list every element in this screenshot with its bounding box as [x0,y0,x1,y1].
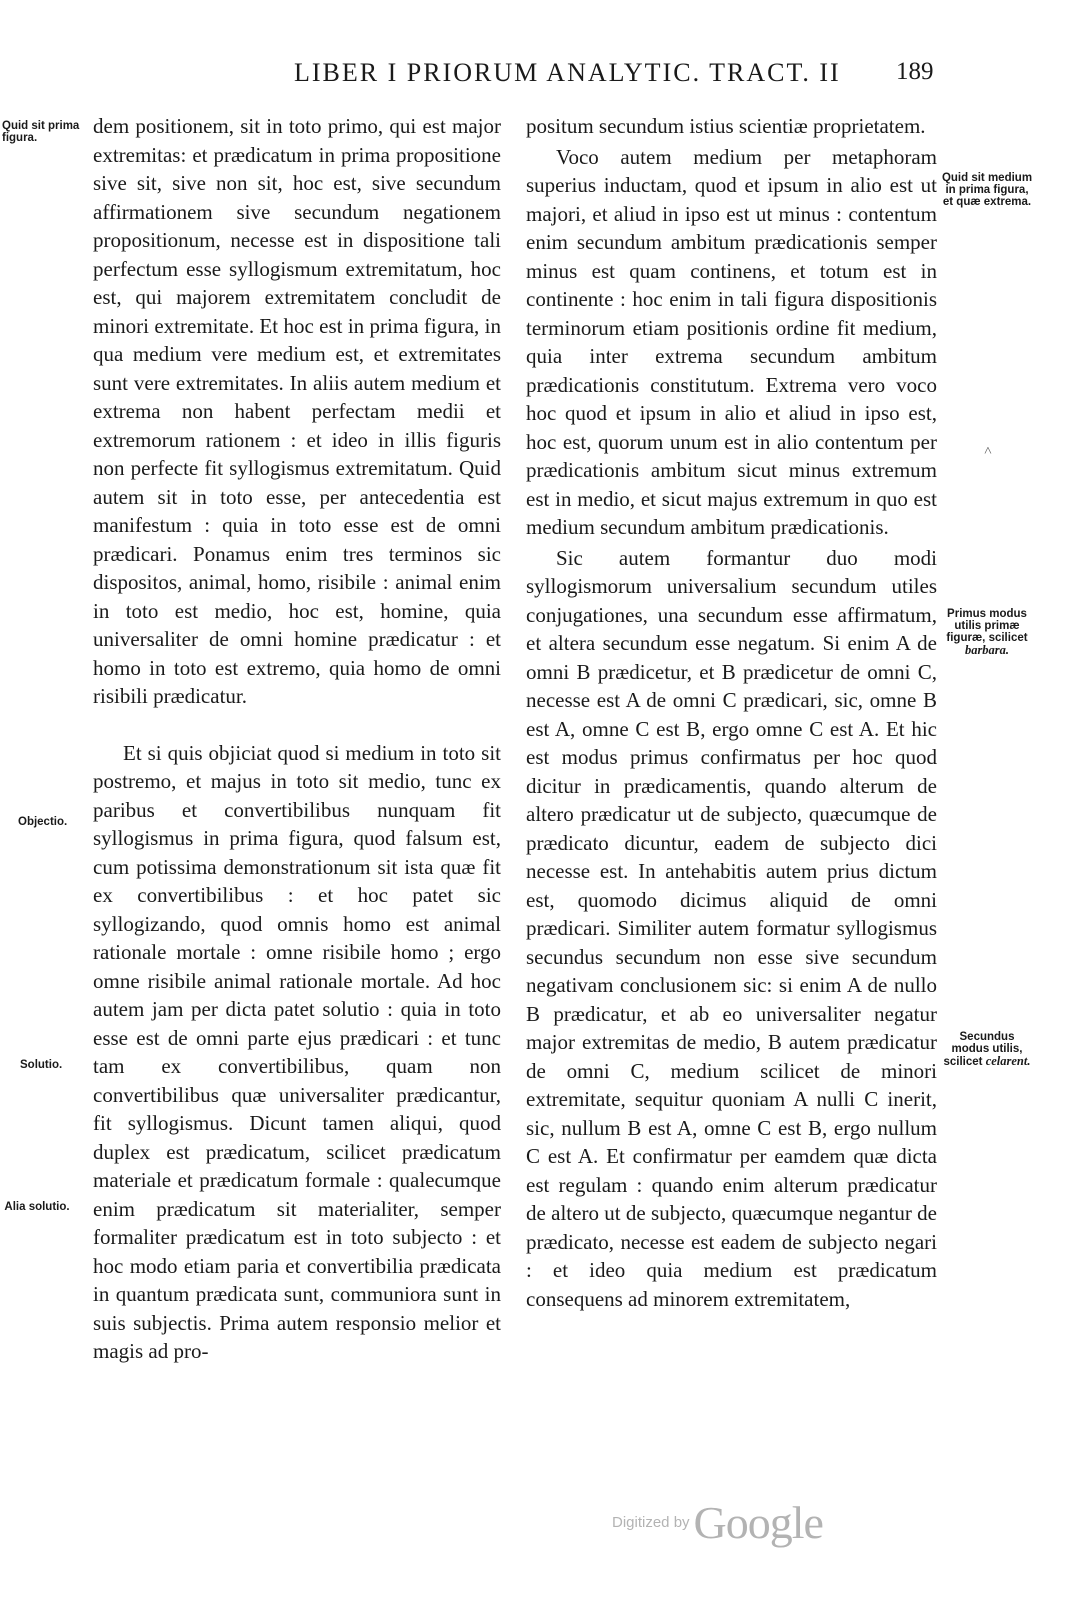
margin-note-alia-solutio: Alia solutio. [4,1201,70,1213]
google-logo: Google [693,1497,823,1548]
right-paragraph-3: Sic autem formantur duo modi syllogismorum universalium secundum utiles conjugationes, una secundum esse affirmatum, et altera secundum esse negatum. Si enim A de omni B prædicetur, et B prædicetur de omni C, necesse est A de omni C prædicari, sic, omne B est A, omne C est B, ergo omne C est A. Et hic est modus primus confirmatus per hoc quod dicitur in prædicamentis, quando alterum de altero prædicatur ut de subjecto, quæcumque de prædicato dicuntur, eadem de subjecto dici necesse est. In antehabitis autem prius dictum est, quomodo dicimus aliquid de omni prædicari. Similiter autem formatur syllogismus secundus secundum non esse sive secundum negativam conclusionem sic: si enim A de nullo B prædicatur, et ab eo universaliter negatur major extremitas de medio, B autem prædicatur de omni C, medium scilicet de minori extremitate, sequitur quoniam A nulli C inerit, sic, nullum B est A, omne C est B, ergo nullum C est A. Et confirmatur per eamdem quæ dicta est regulam : quando enim alterum prædicatur de altero ut de subjecto, quæcumque negantur de prædicato, necesse est eadem de subjecto negari : et ideo quia medium est prædicatum consequens ad minorem extremitatem, [526,545,937,1311]
right-text-column [526,112,937,1313]
primus-modus-text: Primus modus utilis primæ figuræ, scilicet [946,608,1028,644]
digitized-by-watermark [612,1496,872,1556]
margin-note-primus-modus [940,608,1034,657]
stray-ink-mark: ˄ [984,444,992,459]
margin-note-secundus-modus [940,1031,1034,1068]
left-paragraph-2: Et si quis objiciat quod si medium in toto sit postremo, et majus in toto sit medio, tunc ex paribus et convertibilibus nunquam fit syllogismus in prima figura, quod falsum est, cum potissima demonstrationum sit ista quæ fit ex convertibilibus : et hoc patet sic syllogizando, quod omnis homo est animal rationale mortale : omne risibile homo ; ergo omne risibile animal rationale mortale. Ad hoc autem jam per dicta patet solutio : quia in toto esse est de omni parte ejus prædicari : et tunc tam ex convertibilibus, quam non convertibilibus quæ universaliter prædicantur, fit syllogismus. Dicunt tamen aliqui, quod duplex est prædicatum, scilicet prædicatum materiale et prædicatum formale : qualecumque enim prædicatum sit materialiter, semper formaliter prædicatum est in toto subjecto : et hoc modo etiam paria et convertibilia prædicata in quantum prædicata sunt, communiora sunt in suis subjectis. Prima autem responsio melior et magis ad pro- [93,740,501,1363]
margin-note-quid-sit-prima-figura: Quid sit prima figura. [2,120,80,144]
running-title: LIBER I PRIORUM ANALYTIC. TRACT. II [294,58,841,87]
left-paragraph-1: dem positionem, sit in toto primo, qui est major extremitas: et prædicatum in prima propositione sive sit, sive non sit, hoc est, sive secundum affirmationem sive secundum negationem propositionum, necesse est in dispositione tali perfectum esse syllogismum extremitatum, hoc est, qui majorem extremitatem concludit de minori extremitate. Et hoc est in prima figura, in qua medium vere medium est, et extremitates sunt vere extremitates. In aliis autem medium et extrema non habent perfectam medii et extremorum rationem : et ideo in illis figuris non perfecte fit syllogismus extremitatum. Quid autem sit in toto esse, per antecedentia est manifestum : quia in toto esse est de omni prædicari. Ponamus enim tres terminos sic dispositos, animal, homo, risibile : animal enim in toto est medio, hoc est, homine, quia universaliter de omni homine prædicatur : et homo in toto est extremo, quia homo de omni risibili prædicatur. [93,114,501,708]
left-text-column [93,112,501,1366]
margin-note-quid-sit-medium: Quid sit medium in prima figura, et quæ extrema. [941,172,1033,208]
watermark-prefix: Digitized by [612,1514,690,1531]
primus-modus-name: barbara. [964,643,1010,657]
margin-note-objectio: Objectio. [18,816,68,828]
right-paragraph-1: positum secundum istius scientiæ proprietatem. [526,114,926,138]
margin-note-solutio: Solutio. [20,1059,63,1071]
right-paragraph-2: Voco autem medium per metaphoram superius inductam, quod et ipsum in alio est ut majori, et aliud in ipso est ut minus : contentum enim secundum ambitum prædicationis semper minus est quam continens, et totum est in continente : hoc enim in tali figura dispositionis terminorum etiam positionis ordine fit medium, quia inter extrema secundum ambitum prædicationis constitutum. Extrema vero voco hoc quod et ipsum in alio et aliud in ipso est, hoc est, quorum unum est in alio contentum per prædicationis ambitum sicut minus extremum est in medio, et sicut majus extremum in quo est medium secundum ambitum prædicationis. [526,144,937,539]
secundus-modus-text: Secundus modus utilis, scilicet [943,1031,1023,1068]
running-header [0,58,1074,98]
secundus-modus-name: celarent. [985,1054,1031,1068]
page-number: 189 [896,58,934,85]
